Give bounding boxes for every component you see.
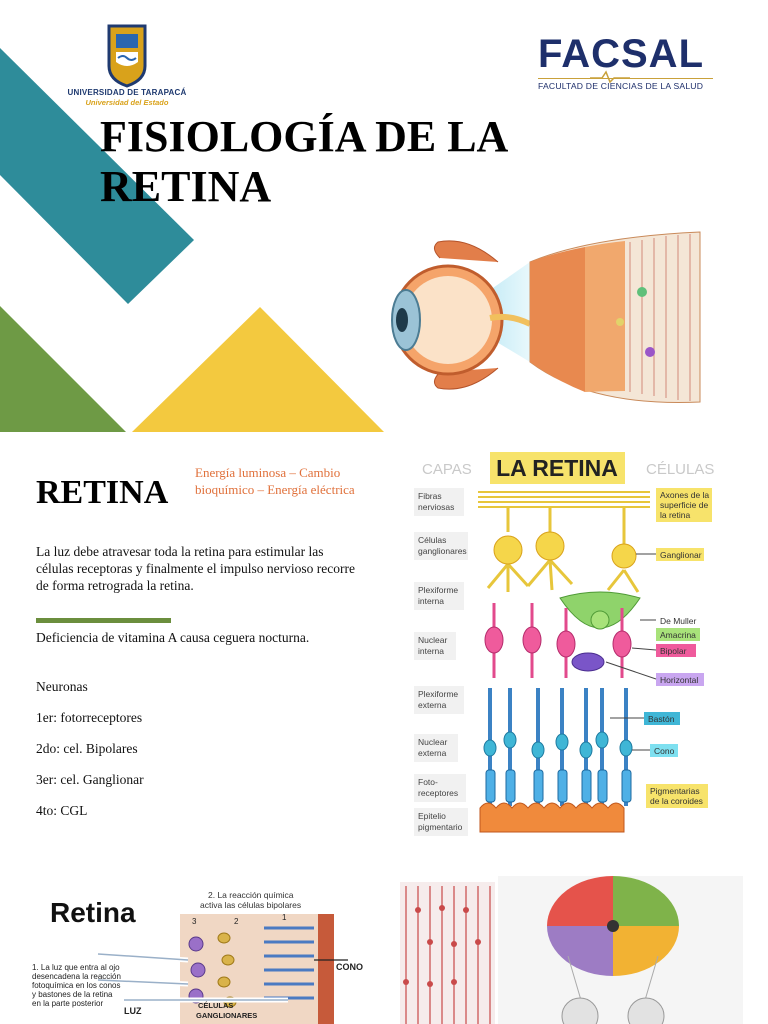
layer-label: Nuclear [418,737,448,747]
title-slide [0,0,768,432]
diagram-header-right: CÉLULAS [646,461,715,478]
ganglion-label: CÉLULAS [198,1001,234,1010]
layer-label: receptores [418,788,459,798]
layer-label: externa [418,700,447,710]
neuron-item: 1er: fotorreceptores [36,710,143,725]
cell-label-axons: superficie de [660,500,709,510]
choroid-shape [318,914,334,1024]
cell-label-ganglionar: Ganglionar [660,550,702,560]
facsal-wordmark-a: FAC [538,32,621,76]
layer-label: Foto- [418,777,438,787]
figure-number: 3 [192,917,197,926]
yellow-triangle-shape [132,307,384,432]
retina-slide [0,448,768,848]
figure-number: 2 [234,917,239,926]
diagram-title: LA RETINA [496,455,618,481]
reaction-caption: activa las células bipolares [200,900,302,910]
light-caption: 1. La luz que entra al ojo [32,963,120,972]
green-triangle-shape [0,306,126,432]
photoreceptors-icon [484,688,632,806]
facsal-subtitle: FACULTAD DE CIENCIAS DE LA SALUD [538,78,713,91]
retina-layers-diagram [410,448,720,843]
photochemical-reaction-illustration [28,884,378,1024]
light-caption: desencadena la reacción [32,972,121,981]
cell-label-axons: la retina [660,510,691,520]
neurons-heading: Neuronas [36,679,88,694]
neuron-item: 3er: cel. Ganglionar [36,772,144,787]
university-logo [62,22,192,107]
facsal-wordmark [538,34,713,74]
diagram-header-left: CAPAS [422,461,472,478]
page-title [100,112,620,212]
amacrine-cell-icon [591,611,609,629]
light-label: LUZ [124,1006,142,1016]
light-caption: en la parte posterior [32,999,104,1008]
layer-label: Células [418,535,447,545]
university-shield-icon [62,22,192,88]
cell-label-pigment: Pigmentarias [650,786,700,796]
university-tagline: Universidad del Estado [85,98,169,107]
layer-label: externa [418,748,447,758]
layer-label: Fibras [418,491,442,501]
figure-title: Retina [50,897,136,928]
layer-label: pigmentario [418,822,463,832]
facsal-wordmark-b: SAL [621,32,704,76]
figure-number: 1 [282,913,287,922]
divider-bar [36,618,171,623]
layer-label: nerviosas [418,502,455,512]
retina-histology-illustration [400,882,495,1024]
title-line-1: FISIOLOGÍA DE LA [100,112,509,161]
horizontal-cell-icon [572,653,604,671]
cell-label-horizontal: Horizontal [660,675,699,685]
retina-block-icon [530,232,700,403]
layer-label: interna [418,596,444,606]
cell-label-cono: Cono [654,746,675,756]
layer-label: Plexiforme [418,585,459,595]
facsal-logo [538,34,713,91]
neuron-item: 2do: cel. Bipolares [36,741,138,756]
layer-label: interna [418,646,444,656]
layer-label: ganglionares [418,546,467,556]
reaction-caption: 2. La reacción química [208,890,294,900]
cell-label-bipolar: Bipolar [660,646,687,656]
cell-label-axons: Axones de la [660,490,710,500]
neuron-item: 4to: CGL [36,803,88,818]
eyeball-icon [392,241,530,389]
energy-note: Energía luminosa – Cambio bioquímico – Energía eléctrica [195,465,355,497]
light-caption: fotoquímica en los conos [32,981,121,990]
cell-label-muller: De Muller [660,616,697,626]
ganglion-cells-icon [189,937,205,1003]
ganglion-cells-icon [488,508,638,592]
cell-label-baston: Bastón [648,714,675,724]
heartbeat-icon [590,70,630,84]
layer-label: Plexiforme [418,689,459,699]
pigment-epithelium-shape [480,803,624,832]
layer-label: Epitelio [418,811,446,821]
section-title: RETINA [36,474,169,511]
university-name: UNIVERSIDAD DE TARAPACÁ [67,88,187,97]
nerve-fibers-shape [478,492,650,507]
layer-label: Nuclear [418,635,448,645]
cell-label-amacrina: Amacrina [660,630,696,640]
intro-paragraph: La luz debe atravesar toda la retina para estimular las células receptoras y finalmente el impulso nervioso recorre de forma retrograda la retina. [36,544,355,593]
cell-label-pigment: de la coroides [650,796,703,806]
retina-figures-slide [0,864,768,1024]
eye-retina-illustration [380,222,725,412]
deficiency-text: Deficiencia de vitamina A causa ceguera nocturna. [36,630,310,645]
light-caption: y bastones de la retina [32,990,113,999]
cono-label: CONO [336,962,363,972]
ganglion-label: GANGLIONARES [196,1011,258,1020]
title-line-2: RETINA [100,162,272,211]
visual-field-illustration [498,876,743,1024]
